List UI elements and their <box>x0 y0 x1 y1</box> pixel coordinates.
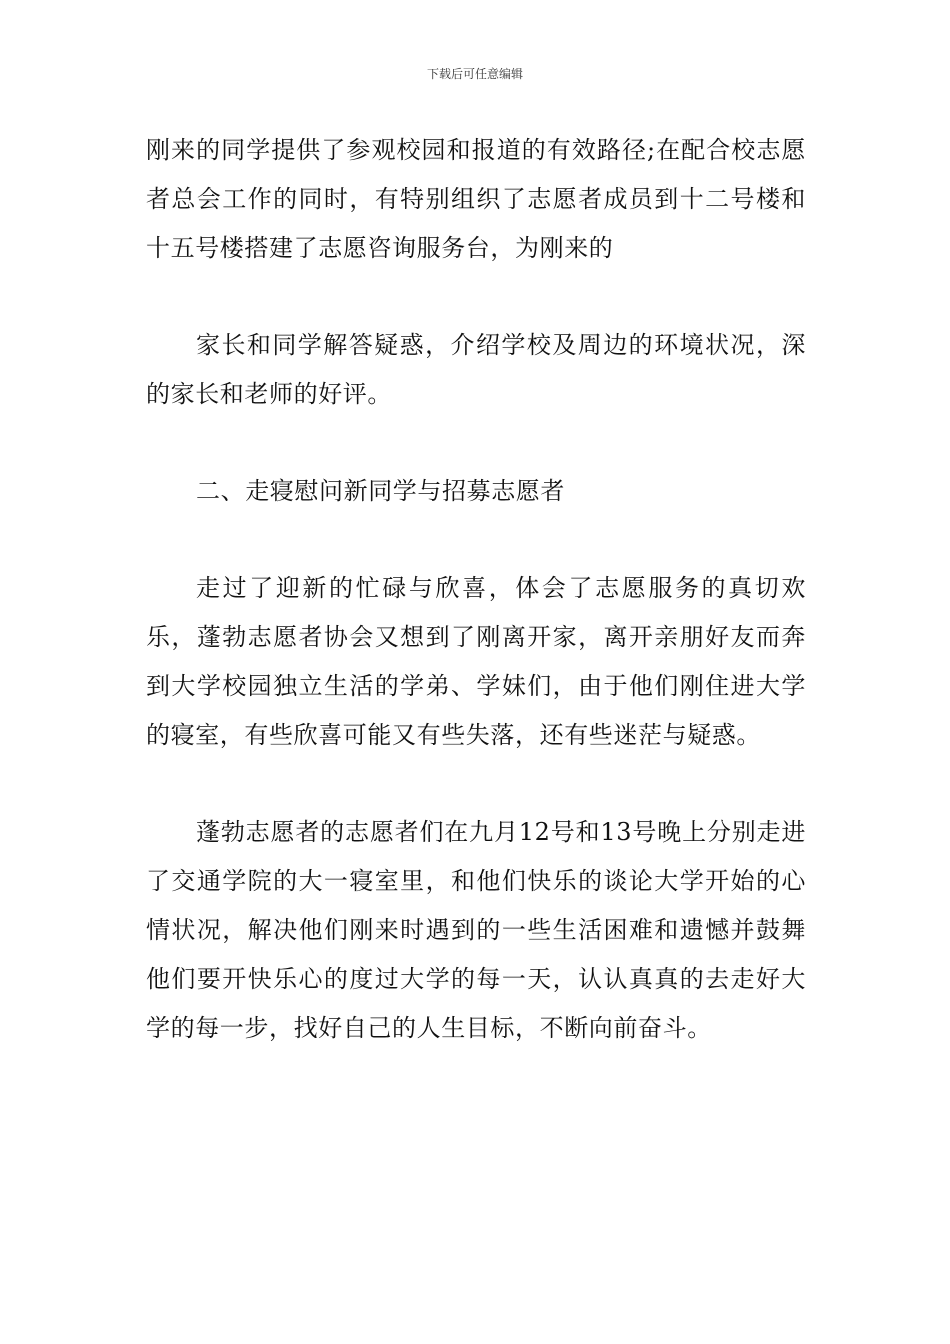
section-heading: 二、走寝慰问新同学与招募志愿者 <box>196 477 565 505</box>
page-header: 下载后可任意编辑 <box>426 67 523 81</box>
paragraph-gap <box>146 273 806 321</box>
paragraph-answers: 家长和同学解答疑惑，介绍学校及周边的环境状况，深的家长和老师的好评。 <box>146 331 806 408</box>
paragraph-gap <box>146 516 806 564</box>
paragraph-dorm-visit-details: 蓬勃志愿者的志愿者们在九月12号和13号晚上分别走进了交通学院的大一寝室里，和他们快乐的谈论大学开始的心情状况，解决他们刚来时遇到的一些生活困难和遗憾并鼓舞他们要开快乐心的度过大学的每一天，认认真真的去走好大学的每一步，找好自己的人生目标，不断向前奋斗。 <box>146 818 806 1042</box>
paragraph-dorm-visit-intro: 走过了迎新的忙碌与欣喜，体会了志愿服务的真切欢乐，蓬勃志愿者协会又想到了刚离开家，离开亲朋好友而奔到大学校园独立生活的学弟、学妹们，由于他们刚住进大学的寝室，有些欣喜可能又有些失落，还有些迷茫与疑惑。 <box>146 574 806 749</box>
paragraph-gap <box>146 760 806 808</box>
document-body <box>146 126 806 1053</box>
paragraph-gap <box>146 419 806 467</box>
paragraph-continuation: 刚来的同学提供了参观校园和报道的有效路径;在配合校志愿者总会工作的同时，有特别组织了志愿者成员到十二号楼和十五号楼搭建了志愿咨询服务台，为刚来的 <box>146 136 806 262</box>
